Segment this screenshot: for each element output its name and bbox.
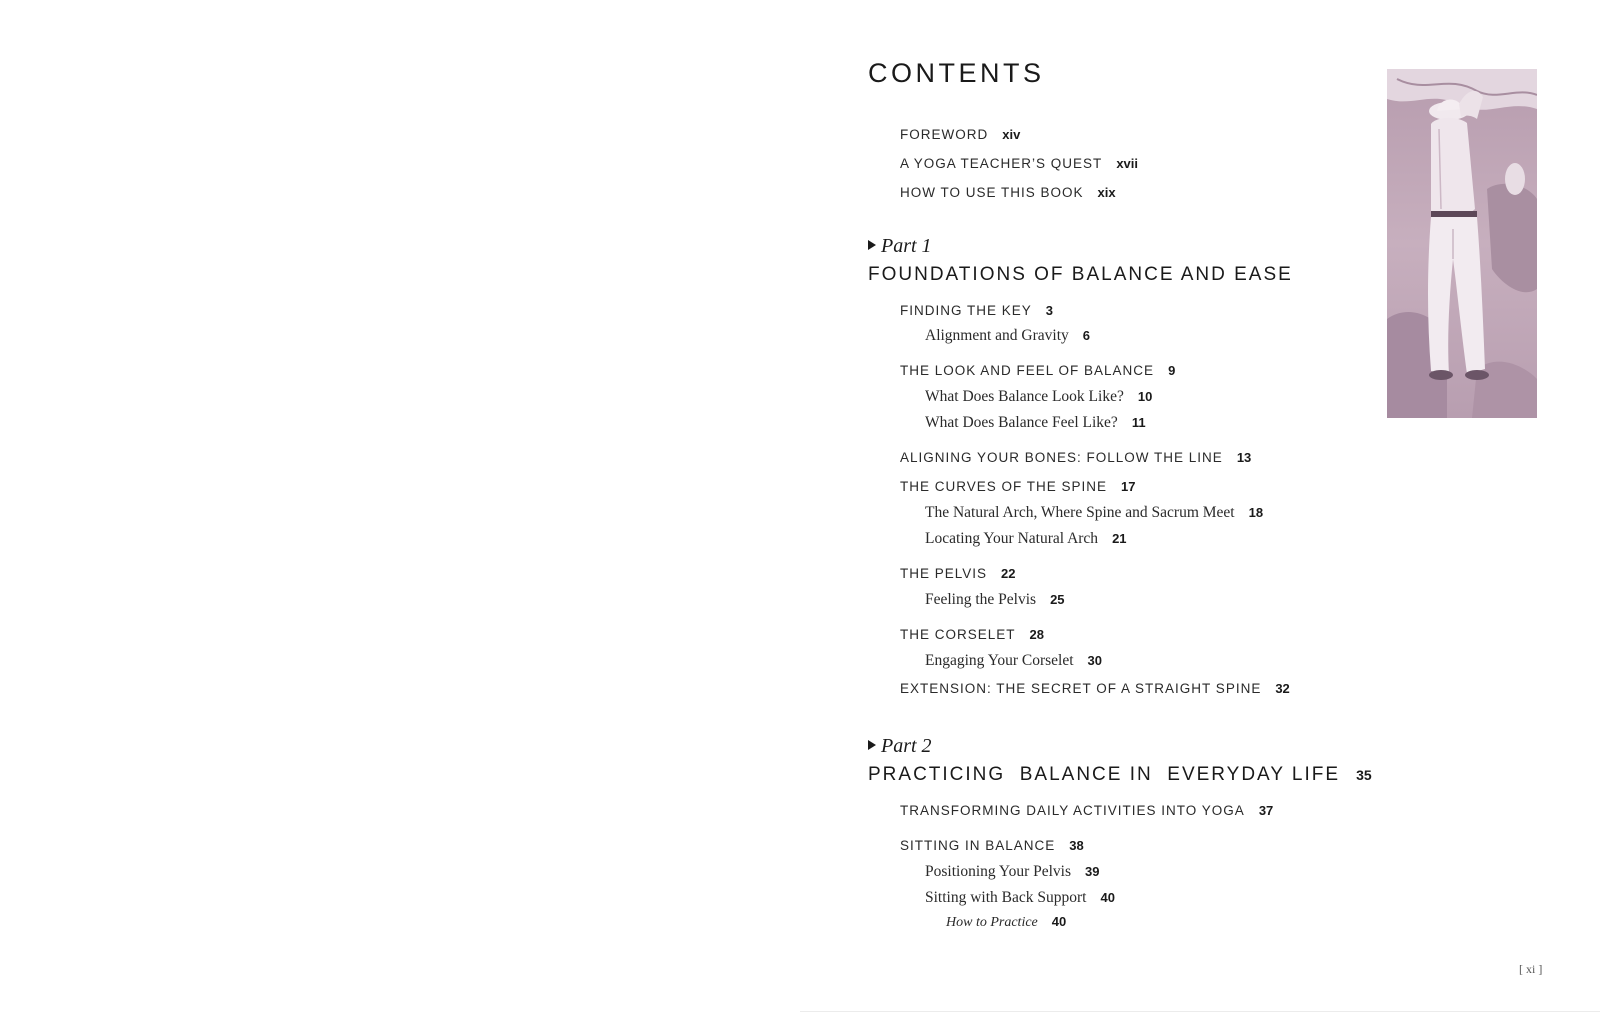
entry-label: EXTENSION: THE SECRET OF A STRAIGHT SPINE: [900, 681, 1262, 696]
entry-label: What Does Balance Feel Like?: [925, 414, 1118, 431]
toc-entry[interactable]: [900, 364, 1175, 378]
entry-page: 38: [1069, 838, 1084, 853]
toc-entry[interactable]: [900, 839, 1084, 853]
toc-subentry[interactable]: [925, 505, 1263, 521]
entry-label: THE CURVES OF THE SPINE: [900, 479, 1108, 494]
part-1-title[interactable]: FOUNDATIONS OF BALANCE AND EASE: [868, 264, 1293, 285]
entry-label: THE PELVIS: [900, 566, 988, 581]
entry-label: HOW TO USE THIS BOOK: [900, 185, 1084, 200]
left-page-blank: [0, 0, 800, 1011]
entry-page: 21: [1112, 531, 1127, 546]
entry-label: What Does Balance Look Like?: [925, 388, 1124, 405]
entry-label: Feeling the Pelvis: [925, 591, 1037, 608]
entry-page: 6: [1082, 328, 1091, 343]
part-2-label: Part 2: [868, 736, 932, 756]
person-in-white-photo: [1387, 69, 1537, 418]
toc-entry[interactable]: [900, 451, 1251, 465]
toc-entry[interactable]: [900, 804, 1273, 818]
entry-page: 9: [1168, 363, 1176, 378]
entry-page: 37: [1258, 803, 1274, 818]
entry-page: xvii: [1116, 156, 1138, 171]
entry-page: 40: [1051, 914, 1067, 929]
photo-illustration: [1387, 69, 1537, 418]
entry-label: A YOGA TEACHER’S QUEST: [900, 156, 1103, 171]
toc-entry-how-to-use[interactable]: [900, 186, 1116, 200]
entry-page: xix: [1097, 185, 1116, 200]
part-2-title[interactable]: PRACTICING BALANCE IN EVERYDAY LIFE 35: [868, 764, 1372, 785]
entry-page: 11: [1131, 415, 1146, 430]
entry-label: THE LOOK AND FEEL OF BALANCE: [900, 363, 1155, 378]
entry-page: 22: [1001, 566, 1016, 581]
entry-label: How to Practice: [946, 915, 1038, 930]
page-number: [ xi ]: [1519, 962, 1543, 976]
entry-page: 18: [1248, 505, 1264, 520]
toc-entry-yoga-teachers-quest[interactable]: [900, 157, 1138, 171]
part-1-label: Part 1: [868, 236, 932, 256]
entry-page: 39: [1085, 864, 1100, 879]
entry-label: SITTING IN BALANCE: [900, 838, 1056, 853]
entry-label: Locating Your Natural Arch: [925, 530, 1099, 547]
entry-label: FOREWORD: [900, 127, 989, 142]
toc-entry[interactable]: [900, 304, 1053, 318]
toc-entry[interactable]: [900, 567, 1016, 581]
entry-label: FINDING THE KEY: [900, 303, 1032, 318]
toc-subentry[interactable]: [925, 328, 1090, 344]
toc-entry[interactable]: [900, 628, 1044, 642]
entry-page: 25: [1050, 592, 1065, 607]
toc-entry[interactable]: [900, 480, 1136, 494]
triangle-bullet-icon: [868, 740, 876, 750]
toc-subentry[interactable]: [925, 890, 1115, 906]
entry-label: THE CORSELET: [900, 627, 1016, 642]
triangle-bullet-icon: [868, 240, 876, 250]
toc-entry-foreword[interactable]: [900, 128, 1020, 142]
toc-subentry[interactable]: [925, 389, 1152, 405]
entry-label: The Natural Arch, Where Spine and Sacrum Meet: [925, 504, 1235, 521]
entry-label: ALIGNING YOUR BONES: FOLLOW THE LINE: [900, 450, 1223, 465]
toc-subentry[interactable]: [925, 415, 1146, 431]
entry-label: Sitting with Back Support: [925, 889, 1087, 906]
entry-page: 35: [1356, 767, 1372, 783]
entry-label: Alignment and Gravity: [925, 327, 1069, 344]
toc-subentry[interactable]: [925, 531, 1127, 547]
entry-label: Positioning Your Pelvis: [925, 863, 1072, 880]
toc-subentry[interactable]: [925, 864, 1099, 880]
entry-page: 3: [1045, 303, 1054, 318]
entry-label: TRANSFORMING DAILY ACTIVITIES INTO YOGA: [900, 803, 1245, 818]
toc-subsubentry[interactable]: [946, 915, 1066, 930]
entry-page: 10: [1137, 389, 1153, 404]
entry-page: 40: [1100, 890, 1115, 905]
entry-page: 13: [1236, 450, 1252, 465]
entry-page: 30: [1087, 653, 1103, 668]
entry-page: 28: [1029, 627, 1044, 642]
page-title: CONTENTS: [868, 58, 1045, 88]
entry-label: Engaging Your Corselet: [925, 652, 1074, 669]
toc-subentry[interactable]: [925, 653, 1102, 669]
entry-page: 32: [1275, 681, 1290, 696]
entry-page: 17: [1121, 479, 1136, 494]
toc-entry[interactable]: [900, 682, 1290, 696]
entry-page: xiv: [1002, 127, 1021, 142]
toc-subentry[interactable]: [925, 592, 1065, 608]
